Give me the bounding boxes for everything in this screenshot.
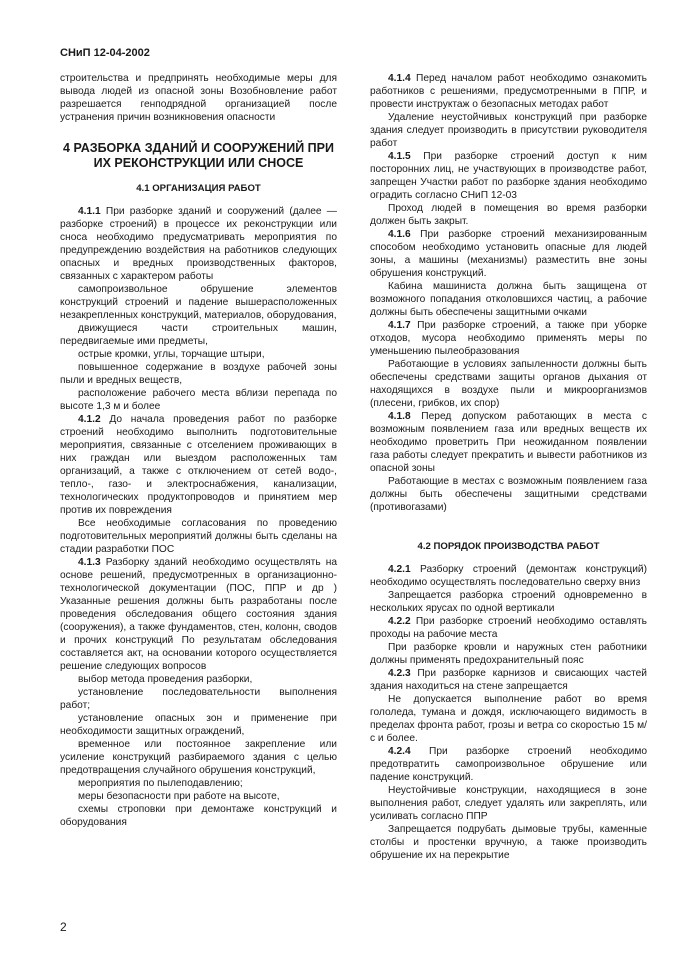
- clause-number: 4.1.3: [78, 557, 101, 568]
- paragraph: Удаление неустойчивых конструкций при разборке здания следует производить в присутствии руководителя работ: [370, 112, 647, 149]
- clause-number: 4.1.7: [388, 320, 411, 331]
- clause-text: При разборке строений необходимо предотвратить самопроизвольное обрушение или падение конструкций.: [370, 746, 647, 783]
- clause-4-2-3: [370, 667, 647, 693]
- clause-text: При разборке зданий и сооружений (далее — разборке строений) в процессе их реконструкции или сноса необходимо предусматривать мероприятия по предупреждению воздействия на работников следующих опасных и вредных производственных факторов, связанных с характером работы: [60, 206, 337, 282]
- list-item: повышенное содержание в воздухе рабочей зоны пыли и вредных веществ,: [60, 362, 337, 386]
- clause-text: Разборку зданий необходимо осуществлять на основе решений, предусмотренных в организационно-технологической документации (ПОС, ППР и др ) Указанные решения должны быть разработаны после проведения обследования общего состояния здания (сооружения), а также фундаментов, стен, колонн, сводов и прочих конструкций По результатам обследования составляется акт, на основании которого осуществляется решение следующих вопросов: [60, 557, 337, 672]
- list-item: установление последовательности выполнения работ;: [60, 687, 337, 711]
- clause-number: 4.2.1: [388, 564, 411, 575]
- paragraph: Все необходимые согласования по проведению подготовительных мероприятий должны быть сделаны на стадии разработки ПОС: [60, 518, 337, 555]
- clause-number: 4.1.6: [388, 229, 411, 240]
- paragraph: Проход людей в помещения во время разборки должен быть закрыт.: [370, 203, 647, 227]
- clause-text: Перед допуском работающих в места с возможным появлением газа или вредных веществ их необходимо проветрить При неожиданном появлении газа работы следует прекратить и вывести работников из опасной зоны: [370, 411, 647, 474]
- paragraph: строительства и предпринять необходимые меры для вывода людей из опасной зоны Возобновление работ разрешается генподрядной организацией после устранения причин возникновения опасности: [60, 73, 337, 123]
- paragraph: Работающие в условиях запыленности должны быть обеспечены средствами защиты органов дыхания от находящихся в воздухе пыли и микроорганизмов (плесени, грибков, их спор): [370, 359, 647, 409]
- clause-4-2-4: [370, 745, 647, 784]
- clause-text: При разборке строений, а также при уборке отходов, мусора необходимо применять меры по уменьшению пылеобразования: [370, 320, 647, 357]
- clause-4-1-4: [370, 72, 647, 111]
- clause-text: Разборку строений (демонтаж конструкций) необходимо осуществлять последовательно сверху вниз: [370, 564, 647, 588]
- clause-text: При разборке строений механизированным способом необходимо установить опасные для людей зоны, а машины (механизмы) разместить вне зоны обрушения конструкций.: [370, 229, 647, 279]
- clause-number: 4.2.2: [388, 616, 411, 627]
- subsection-title: 4.2 ПОРЯДОК ПРОИЗВОДСТВА РАБОТ: [417, 541, 600, 552]
- clause-number: 4.1.1: [78, 206, 101, 217]
- page-number: 2: [60, 920, 67, 934]
- list-item: схемы строповки при демонтаже конструкций и оборудования: [60, 804, 337, 828]
- left-column: [60, 72, 337, 829]
- section-title: 4 РАЗБОРКА ЗДАНИЙ И СООРУЖЕНИЙ ПРИ ИХ РЕКОНСТРУКЦИИ ИЛИ СНОСЕ: [63, 141, 334, 170]
- paragraph: Работающие в местах с возможным появлением газа должны быть обеспечены защитными средствами (противогазами): [370, 476, 647, 513]
- list-item: острые кромки, углы, торчащие штыри,: [78, 349, 265, 360]
- list-item: выбор метода проведения разборки,: [78, 674, 253, 685]
- list-item: временное или постоянное закрепление или усиление конструкций разбираемого здания с целью предотвращения случайного обрушения конструкций,: [60, 739, 337, 776]
- document-header: СНиП 12-04-2002: [60, 47, 150, 59]
- clause-4-1-8: [370, 410, 647, 475]
- paragraph: Запрещается разборка строений одновременно в нескольких ярусах по одной вертикали: [370, 590, 647, 614]
- clause-4-1-6: [370, 228, 647, 280]
- clause-4-1-5: [370, 150, 647, 202]
- clause-number: 4.2.4: [388, 746, 411, 757]
- right-column: [370, 72, 647, 862]
- clause-4-2-2: [370, 615, 647, 641]
- list-item: движущиеся части строительных машин, передвигаемые ими предметы,: [60, 323, 337, 347]
- clause-number: 4.1.5: [388, 151, 411, 162]
- paragraph: Кабина машиниста должна быть защищена от возможного попадания отколовшихся частиц, а рабочие должны быть обеспечены защитными очками: [370, 281, 647, 318]
- clause-text: При разборке карнизов и свисающих частей здания находиться на стене запрещается: [370, 668, 647, 692]
- clause-text: До начала проведения работ по разборке строений необходимо выполнить подготовительные мероприятия, связанные с отселением проживающих в них граждан или выездом расположенных там организаций, а также с отключением от сетей водо-, тепло-, газо- и электроснабжения, канализации, технологических продуктопроводов и принятием мер против их повреждения: [60, 414, 337, 516]
- paragraph: При разборке кровли и наружных стен работники должны применять предохранительный пояс: [370, 642, 647, 666]
- paragraph: Неустойчивые конструкции, находящиеся в зоне выполнения работ, следует удалять или закреплять, или усиливать согласно ППР: [370, 785, 647, 822]
- paragraph: Не допускается выполнение работ во время гололеда, тумана и дождя, исключающего видимость в пределах фронта работ, грозы и ветра со скоростью 15 м/с и более.: [370, 694, 647, 744]
- clause-4-1-3: [60, 556, 337, 673]
- list-item: меры безопасности при работе на высоте,: [78, 791, 280, 802]
- list-item: мероприятия по пылеподавлению;: [78, 778, 243, 789]
- list-item: самопроизвольное обрушение элементов конструкций строений и падение вышерасположенных незакрепленных конструкций, материалов, оборудования,: [60, 284, 337, 321]
- clause-4-1-1: [60, 205, 337, 283]
- clause-4-2-1: [370, 563, 647, 589]
- list-item: установление опасных зон и применение при необходимости защитных ограждений,: [60, 713, 337, 737]
- paragraph: Запрещается подрубать дымовые трубы, каменные столбы и простенки вручную, а также производить обрушение их на перекрытие: [370, 824, 647, 861]
- clause-4-1-2: [60, 413, 337, 517]
- clause-text: Перед началом работ необходимо ознакомить работников с решениями, предусмотренными в ППР, и провести инструктаж о безопасных методах работ: [370, 73, 647, 110]
- subsection-title: 4.1 ОРГАНИЗАЦИЯ РАБОТ: [136, 183, 261, 194]
- clause-number: 4.1.4: [388, 73, 411, 84]
- clause-4-1-7: [370, 319, 647, 358]
- clause-number: 4.1.2: [78, 414, 101, 425]
- clause-number: 4.1.8: [388, 411, 411, 422]
- clause-text: При разборке строений доступ к ним посторонних лиц, не участвующих в производстве работ, запрещен Участки работ по разборке здания необходимо оградить согласно СНиП 12-03: [370, 151, 647, 201]
- clause-number: 4.2.3: [388, 668, 411, 679]
- clause-text: При разборке строений необходимо оставлять проходы на рабочие места: [370, 616, 647, 640]
- list-item: расположение рабочего места вблизи перепада по высоте 1,3 м и более: [60, 388, 337, 412]
